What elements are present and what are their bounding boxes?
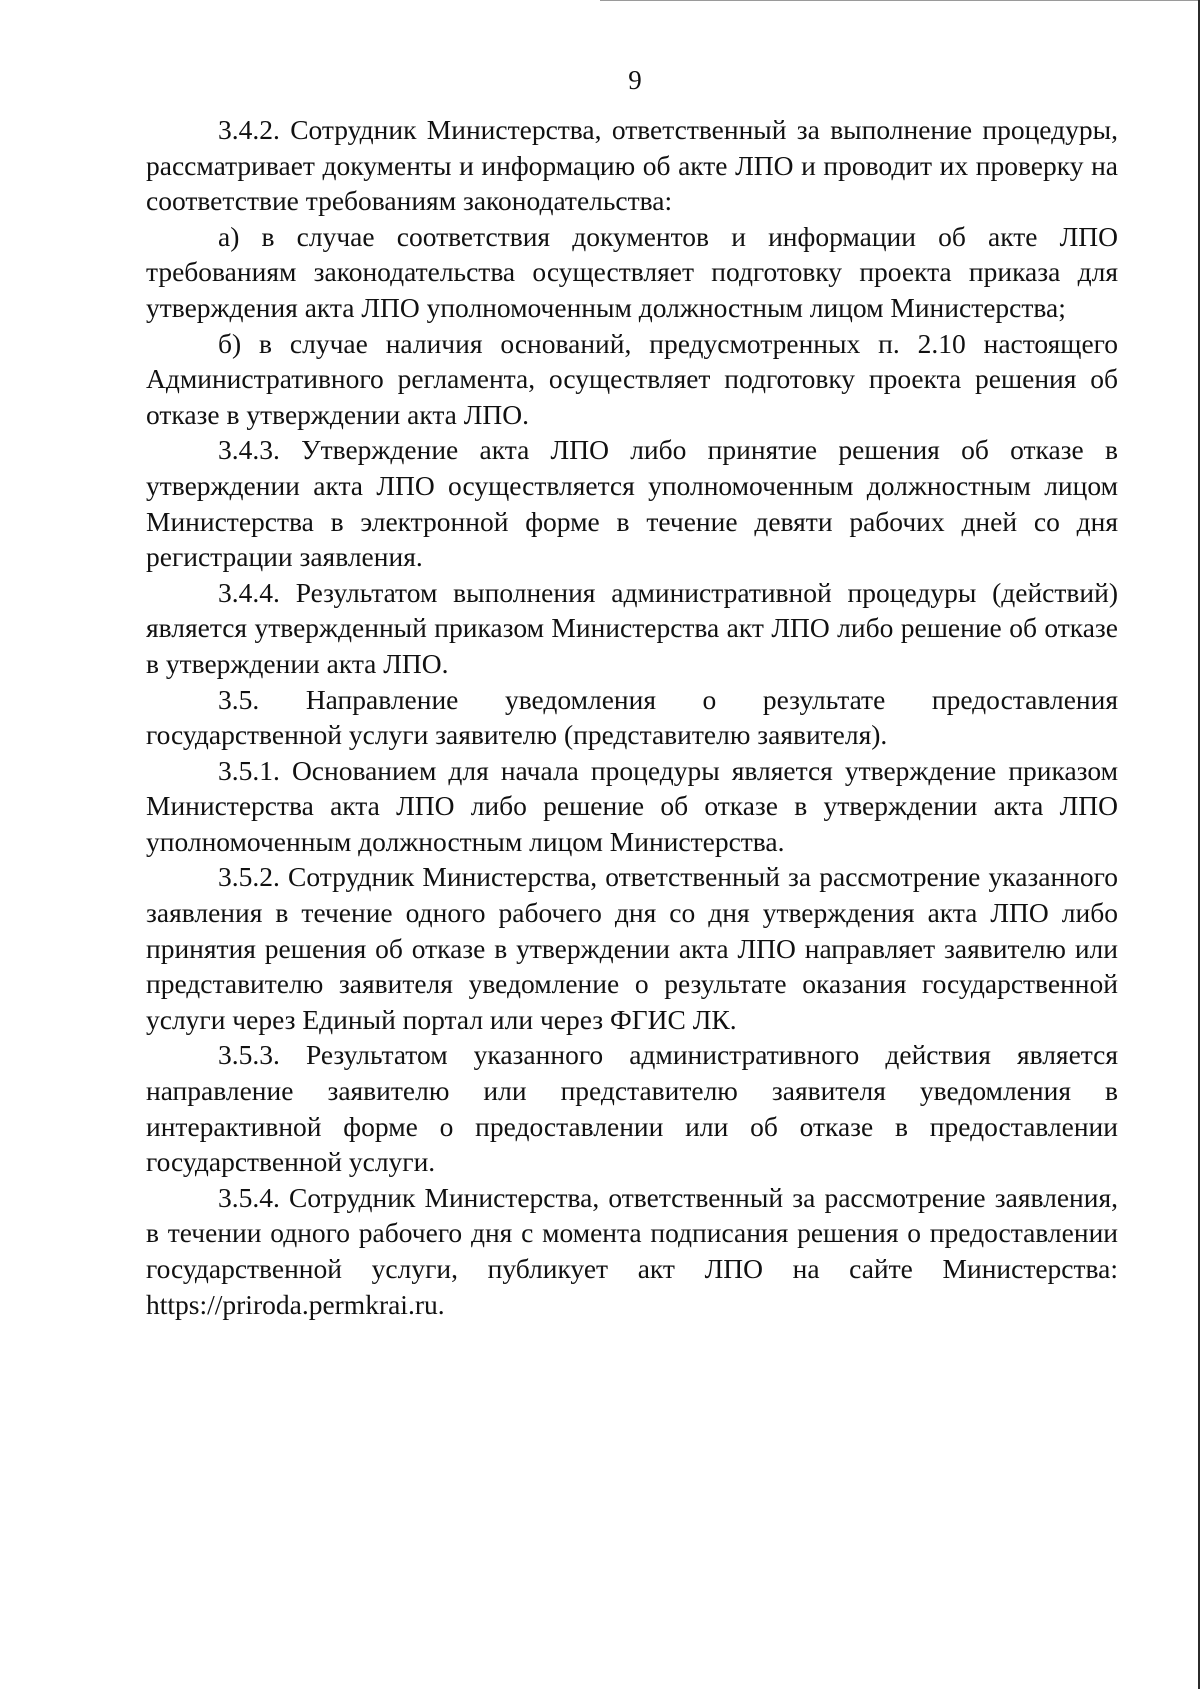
paragraph-item-b: б) в случае наличия оснований, предусмотренных п. 2.10 настоящего Административного регламента, осуществляет подготовку проекта решения об отказе в утверждении акта ЛПО. — [146, 327, 1118, 430]
paragraph-3-4-2: 3.4.2. Сотрудник Министерства, ответственный за выполнение процедуры, рассматривает документы и информацию об акте ЛПО и проводит их проверку на соответствие требованиям законодательства: — [146, 114, 1118, 217]
paragraph-3-5-3: 3.5.3. Результатом указанного административного действия является направление заявителю или представителю заявителя уведомления в интерактивной форме о предоставлении или об отказе в предоставлении государственной услуги. — [146, 1039, 1118, 1178]
page-number: 9 — [628, 65, 642, 95]
paragraph-3-4-4: 3.4.4. Результатом выполнения административной процедуры (действий) является утвержденный приказом Министерства акт ЛПО либо решение об отказе в утверждении акта ЛПО. — [146, 576, 1118, 679]
scan-top-edge — [600, 0, 1200, 1]
paragraph-3-5: 3.5. Направление уведомления о результате предоставления государственной услуги заявителю (представителю заявителя). — [146, 683, 1118, 751]
paragraph-item-a: а) в случае соответствия документов и информации об акте ЛПО требованиям законодательства осуществляет подготовку проекта приказа для утверждения акта ЛПО уполномоченным должностным лицом Министерства; — [146, 220, 1118, 323]
document-body — [146, 112, 1118, 1322]
paragraph-3-5-4: 3.5.4. Сотрудник Министерства, ответственный за рассмотрение заявления, в течении одного рабочего дня с момента подписания решения о предоставлении государственной услуги, публикует акт ЛПО на сайте Министерства: https://priroda.permkrai.ru. — [146, 1181, 1118, 1320]
paragraph-3-4-3: 3.4.3. Утверждение акта ЛПО либо принятие решения об отказе в утверждении акта ЛПО осуществляется уполномоченным должностным лицом Министерства в электронной форме в течение девяти рабочих дней со дня регистрации заявления. — [146, 434, 1118, 573]
paragraph-3-5-1: 3.5.1. Основанием для начала процедуры является утверждение приказом Министерства акта ЛПО либо решение об отказе в утверждении акта ЛПО уполномоченным должностным лицом Министерства. — [146, 754, 1118, 857]
paragraph-3-5-2: 3.5.2. Сотрудник Министерства, ответственный за рассмотрение указанного заявления в течение одного рабочего дня со дня утверждения акта ЛПО либо принятия решения об отказе в утверждении акта ЛПО направляет заявителю или представителю заявителя уведомление о результате оказания государственной услуги через Единый портал или через ФГИС ЛК. — [146, 861, 1118, 1035]
